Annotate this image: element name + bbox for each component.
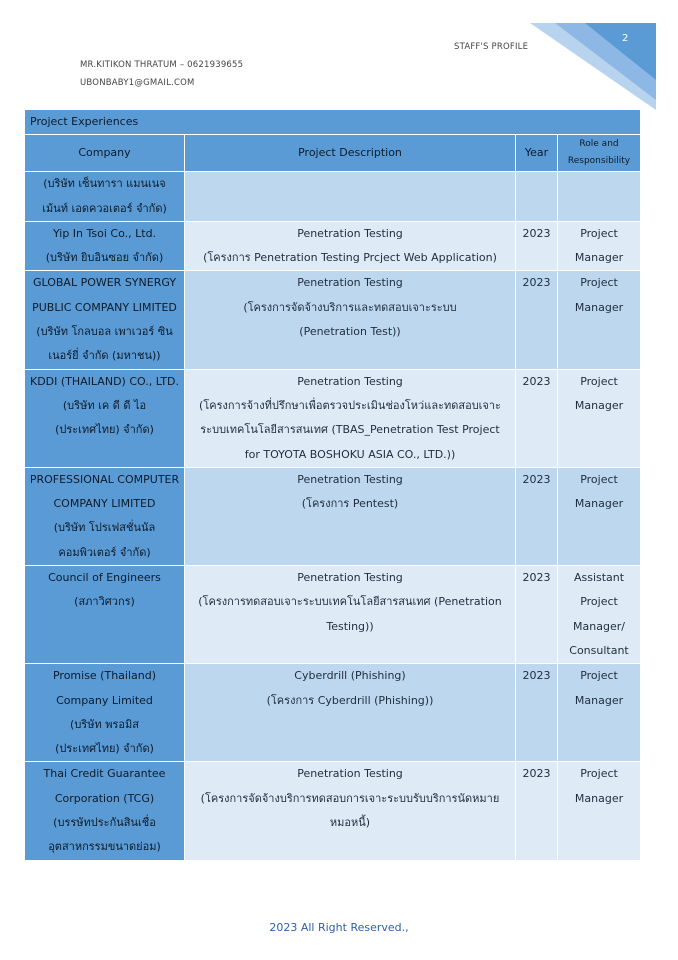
table-row: [25, 172, 641, 222]
company-line: (บริษัท เซ็นทารา แมนเนจ: [43, 177, 166, 191]
cell-role: [558, 664, 641, 762]
role-line: Manager: [574, 497, 624, 511]
cell-company: [25, 467, 185, 565]
role-line: Project: [580, 226, 618, 240]
description-line: (โครงการทดสอบเจาะระบบเทคโนโลยีสารสนเทศ (Penetration: [198, 595, 502, 609]
cell-description: [185, 762, 516, 860]
cell-description: [185, 221, 516, 271]
role-line: Manager: [574, 251, 624, 265]
description-line: (โครงการ Penetration Testing Prcject Web Application): [203, 251, 497, 265]
role-line: Project: [580, 374, 618, 388]
document-title: STAFF'S PROFILE: [454, 42, 529, 52]
role-line: Manager/: [573, 619, 625, 633]
table-row: [25, 221, 641, 271]
description-line: Penetration Testing: [297, 226, 403, 240]
cell-company: [25, 762, 185, 860]
company-line: คอมพิวเตอร์ จำกัด): [58, 545, 151, 559]
description-line: for TOYOTA BOSHOKU ASIA CO., LTD.)): [244, 447, 456, 461]
column-header-company: Company: [25, 135, 185, 172]
company-line: (บรรษัทประกันสินเชื่อ: [53, 816, 156, 830]
role-line: Project: [580, 276, 618, 290]
cell-year: 2023: [516, 566, 558, 664]
section-title-row: [25, 110, 641, 135]
column-header-role: [558, 135, 641, 172]
company-line: (บริษัท พรอมิส: [70, 717, 139, 731]
role-line: Project: [580, 595, 618, 609]
footer-copyright: 2023 All Right Reserved.,: [269, 921, 409, 934]
description-line: Penetration Testing: [297, 276, 403, 290]
description-line: Penetration Testing: [297, 472, 403, 486]
description-line: (Penetration Test)): [299, 325, 401, 339]
table-row: [25, 762, 641, 860]
cell-year: 2023: [516, 221, 558, 271]
description-line: (โครงการจัดจ้างบริการและทดสอบเจาะระบบ: [243, 300, 457, 314]
table-row: [25, 369, 641, 467]
cell-year: 2023: [516, 271, 558, 369]
description-line: (โครงการ Pentest): [301, 497, 399, 511]
section-title: Project Experiences: [25, 110, 641, 135]
company-line: Company Limited: [56, 693, 153, 707]
company-line: COMPANY LIMITED: [53, 497, 156, 511]
cell-company: [25, 172, 185, 222]
column-header-role-line2: Responsibility: [567, 156, 631, 167]
company-line: (ประเทศไทย) จำกัด): [55, 742, 154, 756]
role-line: Manager: [574, 693, 624, 707]
role-line: Assistant: [573, 571, 625, 585]
role-line: Consultant: [569, 643, 629, 657]
cell-role: [558, 467, 641, 565]
cell-role: [558, 271, 641, 369]
role-line: Project: [580, 472, 618, 486]
description-line: ระบบเทคโนโลยีสารสนเทศ (TBAS_Penetration Test Project: [200, 423, 500, 437]
cell-description: [185, 172, 516, 222]
cell-role: [558, 762, 641, 860]
cell-year: 2023: [516, 762, 558, 860]
table-row: [25, 271, 641, 369]
description-line: Penetration Testing: [297, 374, 403, 388]
company-line: PROFESSIONAL COMPUTER: [29, 472, 180, 486]
staff-name-phone: MR.KITIKON THRATUM – 0621939655: [80, 60, 244, 70]
description-line: (โครงการ Cyberdrill (Phishing)): [266, 693, 434, 707]
cell-year: [516, 172, 558, 222]
company-line: (ประเทศไทย) จำกัด): [55, 423, 154, 437]
company-line: PUBLIC COMPANY LIMITED: [32, 300, 177, 314]
company-line: (บริษัท โกลบอล เพาเวอร์ ซิน: [36, 325, 173, 339]
table-row: [25, 566, 641, 664]
table-row: [25, 664, 641, 762]
cell-description: [185, 271, 516, 369]
role-line: Manager: [574, 300, 624, 314]
description-line: (โครงการจ้างที่ปรึกษาเพื่อตรวจประเมินช่องโหว่และทดสอบเจาะ: [199, 398, 501, 412]
cell-year: 2023: [516, 369, 558, 467]
cell-role: [558, 221, 641, 271]
description-line: Cyberdrill (Phishing): [294, 669, 406, 683]
cell-company: [25, 369, 185, 467]
cell-year: 2023: [516, 467, 558, 565]
company-line: (บริษัท เค ดี ดี ไอ: [62, 398, 147, 412]
page-number: 2: [622, 33, 629, 44]
cell-role: [558, 369, 641, 467]
company-line: Corporation (TCG): [54, 791, 155, 805]
role-line: Project: [580, 669, 618, 683]
table-row: [25, 467, 641, 565]
cell-role: [558, 566, 641, 664]
company-line: (บริษัท ยิบอินซอย จำกัด): [45, 251, 164, 265]
role-line: Manager: [574, 398, 624, 412]
company-line: Thai Credit Guarantee: [43, 767, 166, 781]
column-header-description: Project Description: [185, 135, 516, 172]
cell-description: [185, 664, 516, 762]
column-header-role-line1: Role and: [579, 139, 619, 150]
cell-company: [25, 221, 185, 271]
company-line: GLOBAL POWER SYNERGY: [32, 276, 177, 290]
table-header-row: [25, 135, 641, 172]
description-line: Testing)): [326, 619, 374, 633]
company-line: Council of Engineers: [48, 571, 161, 585]
description-line: หมอหนี้): [329, 816, 371, 830]
company-line: Yip In Tsoi Co., Ltd.: [52, 226, 157, 240]
staff-email: UBONBABY1@GMAIL.COM: [80, 78, 195, 88]
cell-role: [558, 172, 641, 222]
role-line: Project: [580, 767, 618, 781]
cell-description: [185, 566, 516, 664]
description-line: (โครงการจัดจ้างบริการทดสอบการเจาะระบบรับบริการนัดหมาย: [200, 791, 500, 805]
cell-year: 2023: [516, 664, 558, 762]
cell-description: [185, 467, 516, 565]
cell-description: [185, 369, 516, 467]
cell-company: [25, 664, 185, 762]
cell-company: [25, 271, 185, 369]
description-line: Penetration Testing: [297, 571, 403, 585]
company-line: Promise (Thailand): [52, 669, 157, 683]
column-header-year: Year: [516, 135, 558, 172]
company-line: (บริษัท โปรเฟสชั่นนัล: [53, 521, 156, 535]
role-line: Manager: [574, 791, 624, 805]
description-line: Penetration Testing: [297, 767, 403, 781]
company-line: เนอร์ยี่ จำกัด (มหาชน)): [48, 349, 161, 363]
cell-company: [25, 566, 185, 664]
company-line: (สภาวิศวกร): [74, 595, 135, 609]
project-experience-table: [24, 109, 641, 861]
company-line: อุตสาหกรรมขนาดย่อม): [48, 840, 161, 854]
company-line: เม้นท์ เอดควอเตอร์ จำกัด): [42, 201, 167, 215]
company-line: KDDI (THAILAND) CO., LTD.: [29, 374, 180, 388]
